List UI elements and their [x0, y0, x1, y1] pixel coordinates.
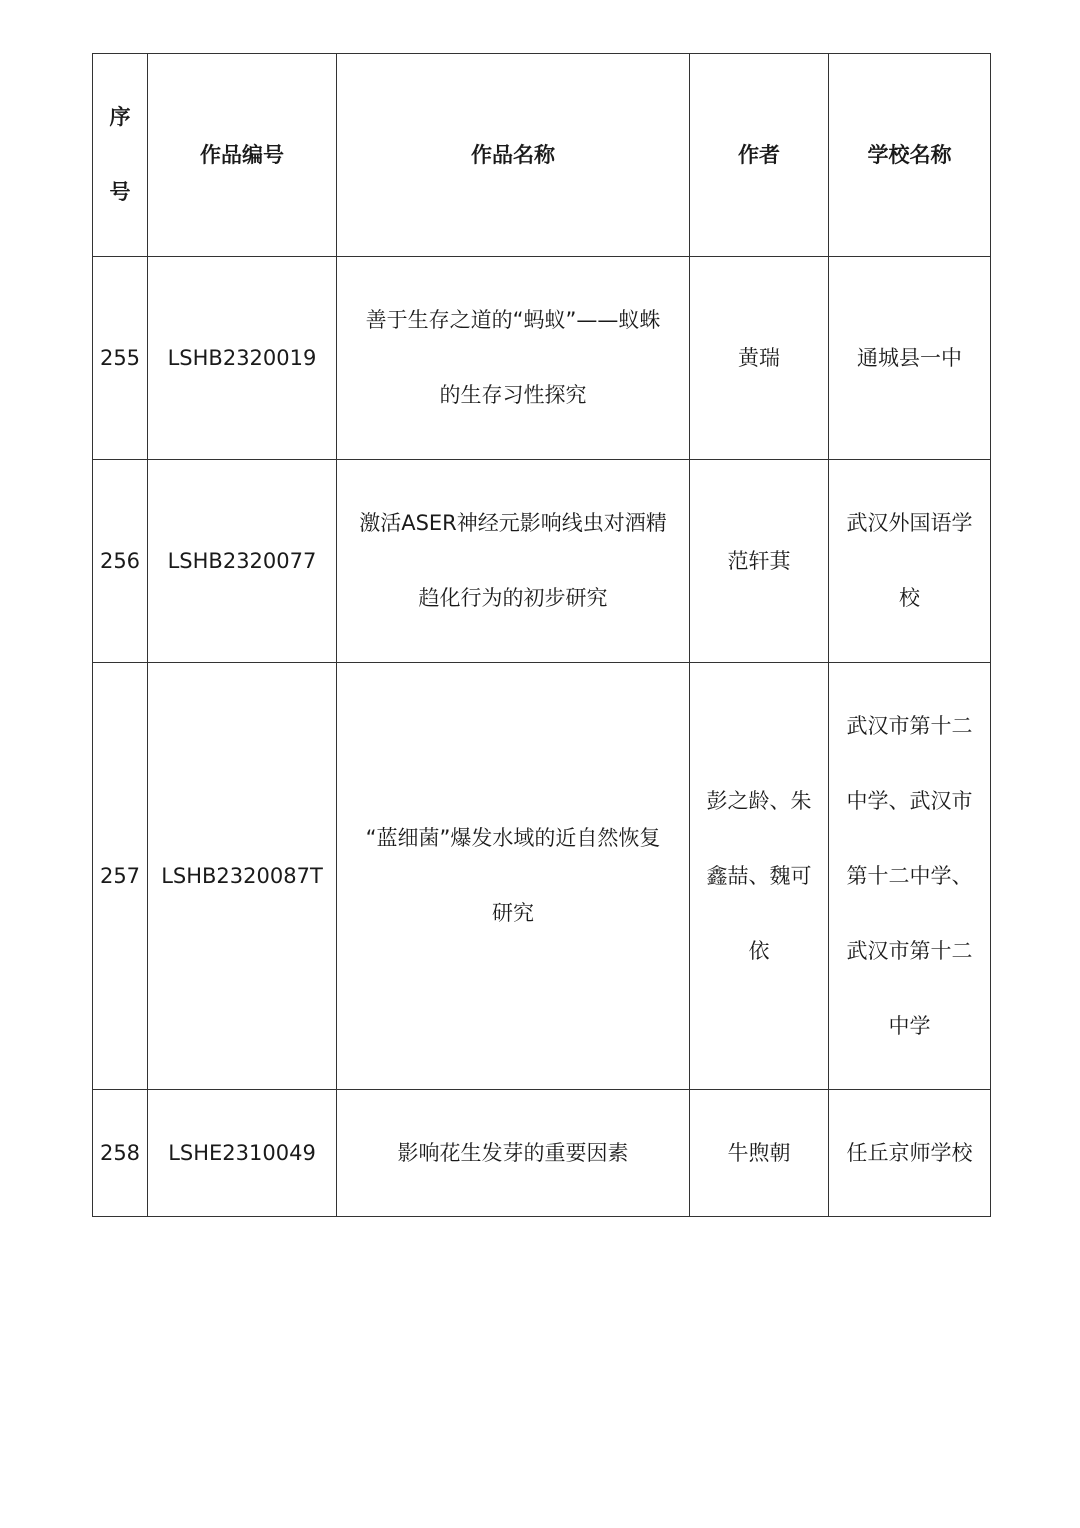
cell-code: LSHE2310049 — [148, 1090, 337, 1217]
header-title: 作品名称 — [337, 54, 690, 257]
cell-seq: 257 — [93, 663, 148, 1090]
award-table — [92, 53, 991, 1217]
header-school: 学校名称 — [829, 54, 991, 257]
header-author: 作者 — [690, 54, 829, 257]
cell-title: 激活ASER神经元影响线虫对酒精 趋化行为的初步研究 — [337, 460, 690, 663]
cell-author: 黄瑞 — [690, 257, 829, 460]
cell-code: LSHB2320019 — [148, 257, 337, 460]
cell-title: “蓝细菌”爆发水域的近自然恢复 研究 — [337, 663, 690, 1090]
cell-seq: 256 — [93, 460, 148, 663]
cell-school: 任丘京师学校 — [829, 1090, 991, 1217]
cell-seq: 255 — [93, 257, 148, 460]
table-row — [93, 460, 991, 663]
cell-code: LSHB2320077 — [148, 460, 337, 663]
table-row — [93, 663, 991, 1090]
cell-title: 影响花生发芽的重要因素 — [337, 1090, 690, 1217]
header-seq: 序 号 — [93, 54, 148, 257]
cell-title: 善于生存之道的“蚂蚁”——蚁蛛 的生存习性探究 — [337, 257, 690, 460]
cell-school: 武汉外国语学 校 — [829, 460, 991, 663]
cell-seq: 258 — [93, 1090, 148, 1217]
cell-code: LSHB2320087T — [148, 663, 337, 1090]
cell-school: 武汉市第十二 中学、武汉市 第十二中学、 武汉市第十二 中学 — [829, 663, 991, 1090]
cell-author: 范轩萁 — [690, 460, 829, 663]
header-row — [93, 54, 991, 257]
cell-author: 彭之龄、朱 鑫喆、魏可 依 — [690, 663, 829, 1090]
cell-author: 牛煦朝 — [690, 1090, 829, 1217]
table-row — [93, 257, 991, 460]
header-code: 作品编号 — [148, 54, 337, 257]
cell-school: 通城县一中 — [829, 257, 991, 460]
table-row — [93, 1090, 991, 1217]
